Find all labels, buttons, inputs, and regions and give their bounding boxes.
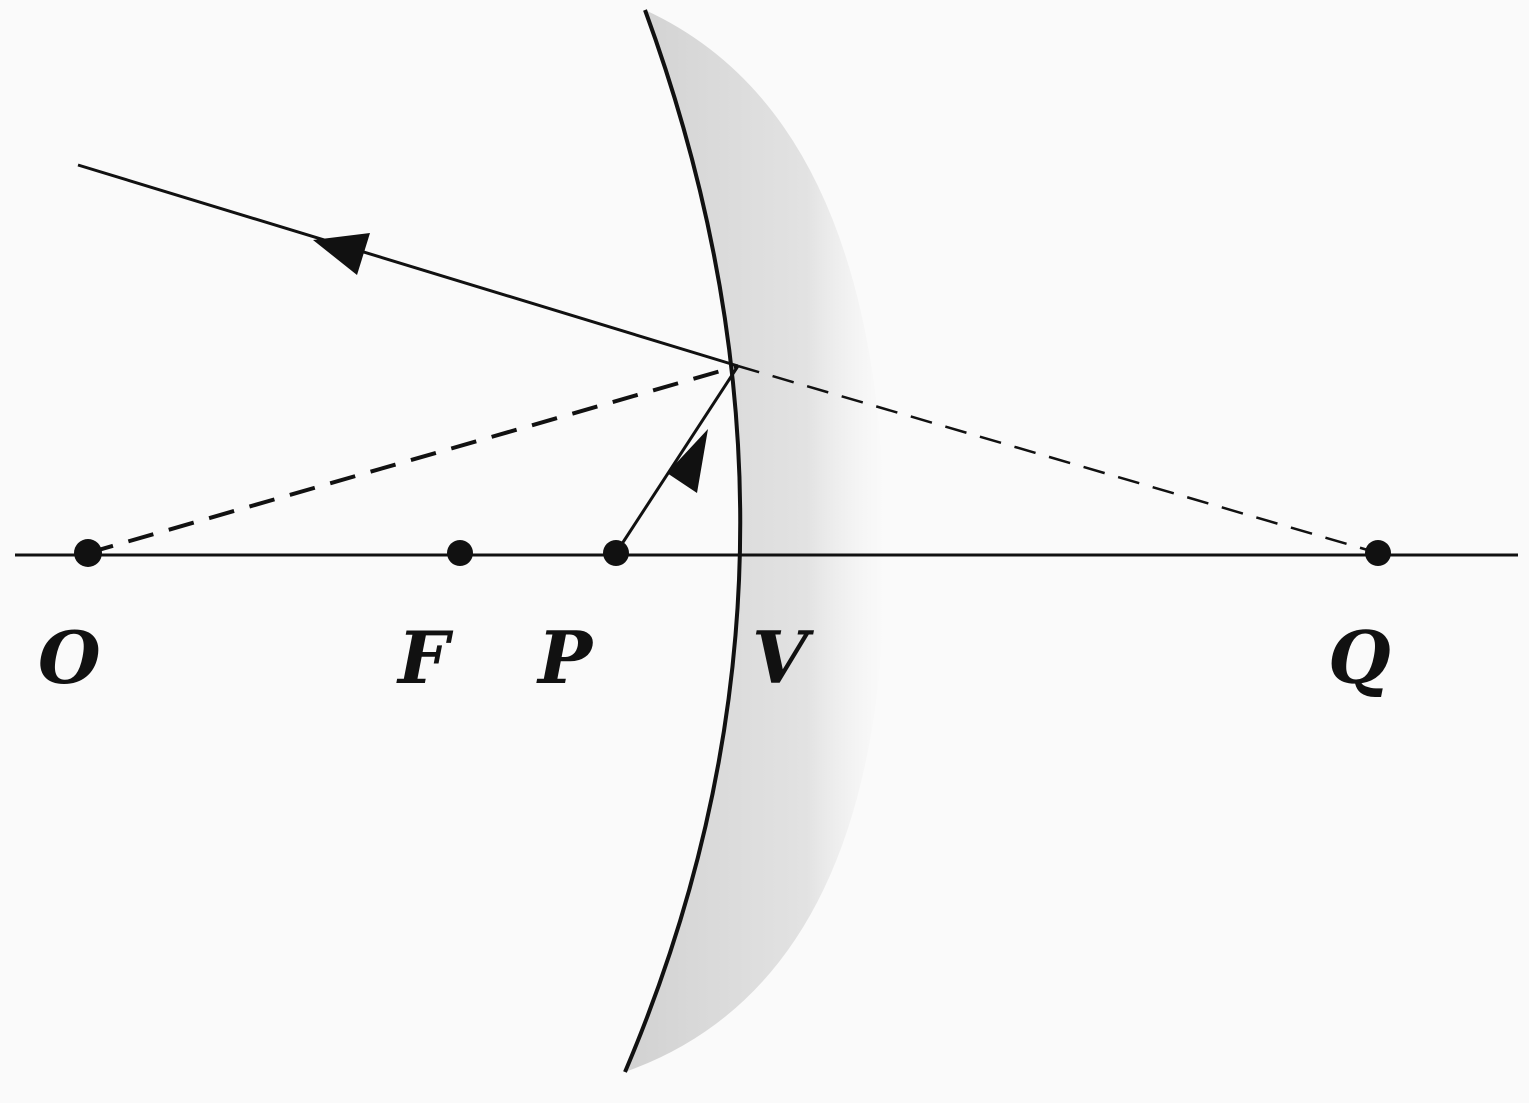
point-Q-dot [1365, 540, 1391, 566]
label-Q: Q [1328, 615, 1391, 700]
point-P-dot [603, 540, 629, 566]
point-O-dot [74, 539, 102, 567]
label-P: P [538, 615, 593, 700]
label-V: V [752, 615, 808, 700]
label-O: O [38, 615, 101, 700]
point-F-dot [447, 540, 473, 566]
label-F: F [398, 615, 450, 700]
